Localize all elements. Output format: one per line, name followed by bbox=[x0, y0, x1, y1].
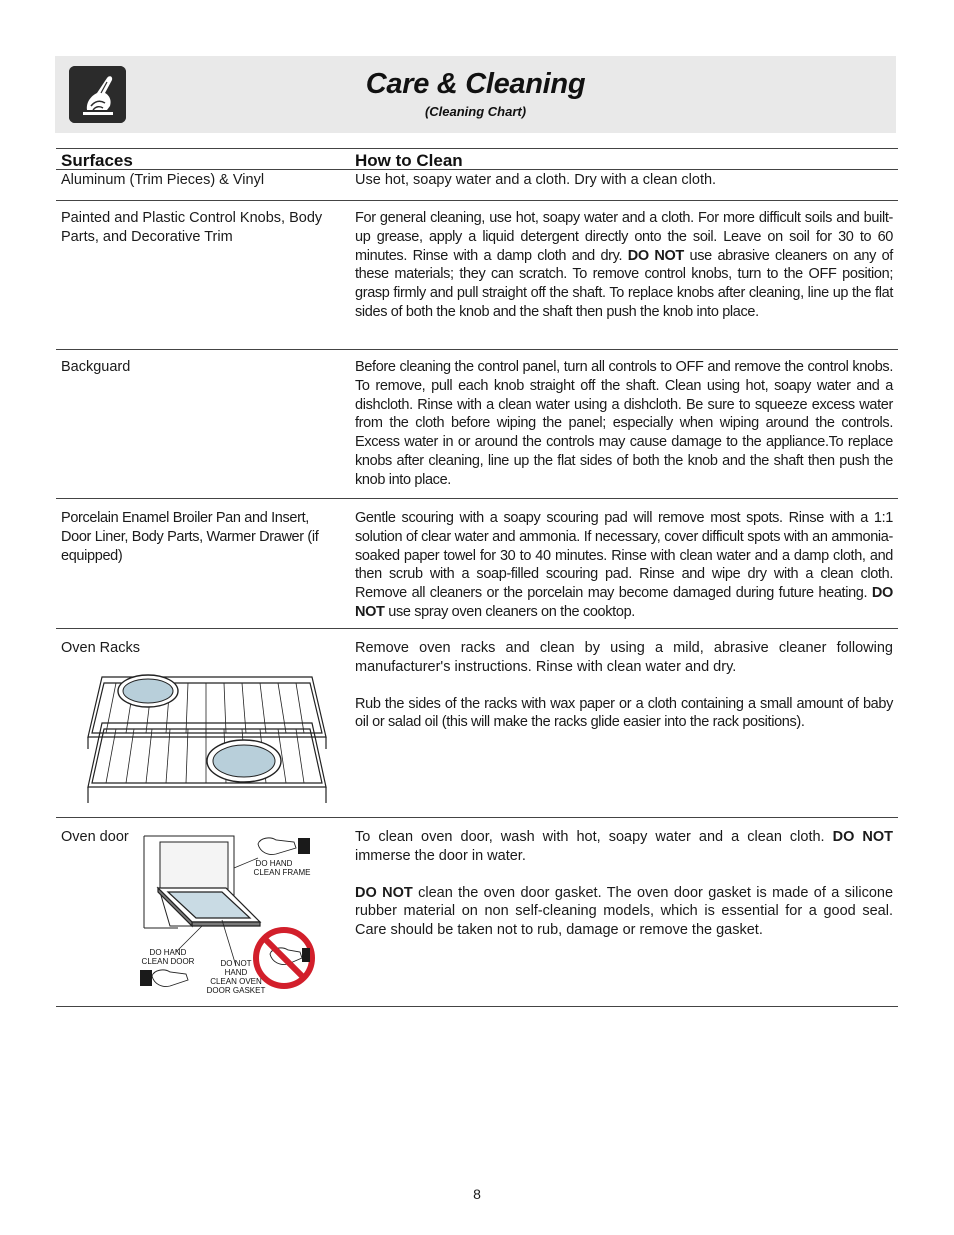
oven-racks-illustration bbox=[82, 669, 330, 809]
callout-label: DO HAND bbox=[149, 948, 187, 957]
instruction-paragraph: Remove oven racks and clean by using a mild, abrasive cleaner following manufacturer's instructions. Rinse with clean water and dry. bbox=[355, 640, 893, 675]
how-to-clean-text bbox=[355, 358, 893, 490]
instruction-text: immerse the door in water. bbox=[355, 847, 526, 864]
instruction-paragraph: Rub the sides of the racks with wax paper or a cloth containing a small amount of baby oil or salad oil (this will make the racks glide easier into the rack positions). bbox=[355, 695, 893, 731]
how-to-clean-text bbox=[355, 639, 893, 732]
chart-row-aluminum bbox=[56, 170, 898, 201]
warning-emphasis: DO NOT bbox=[355, 884, 413, 901]
instruction-text: use abrasive cleaners on any of these materials; they can scratch. To remove control knobs, turn to the OFF position; grasp firmly and pull straight off the shaft. To replace knobs after cleaning, line up the flat sides of both the knob and the shaft then push the knob into place. bbox=[355, 247, 893, 320]
column-header-how-to-clean: How to Clean bbox=[355, 151, 463, 170]
chart-row-porcelain bbox=[56, 499, 898, 629]
page-number: 8 bbox=[473, 1186, 481, 1202]
warning-emphasis: DO NOT bbox=[355, 585, 893, 620]
how-to-clean-text bbox=[355, 828, 893, 940]
callout-label: DO HAND bbox=[255, 859, 293, 868]
surface-label: Oven door bbox=[61, 829, 129, 845]
instruction-paragraph: Before cleaning the control panel, turn all controls to OFF and remove the control knobs. To remove, pull each knob straight off the shaft. Clean using hot, soapy water and a dishcloth. Rinse with a clean water using a dishcloth. Be sure to squeeze excess water from the cloth before wiping the panel; especially when wiping around the controls. Excess water in or around the controls may cause damage to the appliance.To replace knobs after cleaning, line up the flat sides of both the knob and the shaft then push the knob into place. bbox=[355, 359, 893, 488]
oven-door-illustration bbox=[138, 828, 318, 1000]
chart-row-oven-door bbox=[56, 818, 898, 1007]
surface-label: Painted and Plastic Control Knobs, Body Parts, and Decorative Trim bbox=[61, 210, 323, 245]
chart-row-knobs bbox=[56, 201, 898, 350]
instruction-paragraph bbox=[355, 509, 893, 622]
cleaning-chart bbox=[56, 148, 898, 1007]
how-to-clean-text bbox=[355, 209, 893, 322]
how-to-clean-text bbox=[355, 509, 893, 622]
warning-emphasis: DO NOT bbox=[832, 829, 893, 845]
surface-label: Oven Racks bbox=[61, 640, 140, 656]
instruction-paragraph bbox=[355, 884, 893, 940]
page-title: Care & Cleaning bbox=[365, 68, 586, 100]
instruction-paragraph: Use hot, soapy water and a cloth. Dry with a clean cloth. bbox=[355, 172, 717, 188]
callout-label: HAND bbox=[224, 968, 248, 977]
surface-label: Aluminum (Trim Pieces) & Vinyl bbox=[61, 172, 265, 188]
header-band bbox=[55, 56, 896, 133]
instruction-text: clean the oven door gasket. The oven door gasket is made of a silicone rubber material on non self-cleaning models, which is essential for a good seal. Care should be taken not to rub, damage or remove the gasket. bbox=[355, 884, 894, 939]
callout-label: DOOR GASKET bbox=[206, 986, 266, 995]
surface-label: Porcelain Enamel Broiler Pan and Insert, Door Liner, Body Parts, Warmer Drawer (if equipped) bbox=[61, 510, 319, 564]
page-subtitle: (Cleaning Chart) bbox=[424, 104, 527, 119]
instruction-text: Gentle scouring with a soapy scouring pad will remove most spots. Rinse with a 1:1 solution of clear water and ammonia. If necessary, cover difficult spots with an ammonia-soaked paper towel for 30 to 40 minutes. Rinse with clean water and a damp cloth, and then scrub with a soap-filled scouring pad. Rinse and wipe dry with a clean cloth. Remove all cleaners or the porcelain may become damaged during future heating. bbox=[355, 510, 893, 602]
callout-label: CLEAN OVEN bbox=[210, 977, 262, 986]
instruction-text: To clean oven door, wash with hot, soapy water and a clean cloth. bbox=[355, 829, 825, 845]
chart-row-backguard bbox=[56, 350, 898, 499]
column-header-surfaces: Surfaces bbox=[61, 151, 133, 170]
chart-row-oven-racks bbox=[56, 629, 898, 818]
chart-header-row bbox=[56, 148, 898, 170]
callout-label: CLEAN DOOR bbox=[141, 957, 195, 966]
instruction-paragraph bbox=[355, 209, 893, 322]
surface-label: Backguard bbox=[61, 359, 131, 375]
callout-label: DO NOT bbox=[220, 959, 252, 968]
instruction-text: For general cleaning, use hot, soapy water and a cloth. For more difficult soils and built-up grease, apply a liquid detergent directly onto the soil. Leave on soil for 30 to 60 minutes. Rinse with a damp cloth and dry. bbox=[355, 210, 893, 264]
instruction-paragraph bbox=[355, 828, 893, 866]
warning-emphasis: DO NOT bbox=[627, 247, 684, 264]
how-to-clean-text bbox=[355, 171, 893, 190]
callout-label: CLEAN FRAME bbox=[253, 868, 311, 877]
instruction-text: use spray oven cleaners on the cooktop. bbox=[388, 603, 635, 620]
